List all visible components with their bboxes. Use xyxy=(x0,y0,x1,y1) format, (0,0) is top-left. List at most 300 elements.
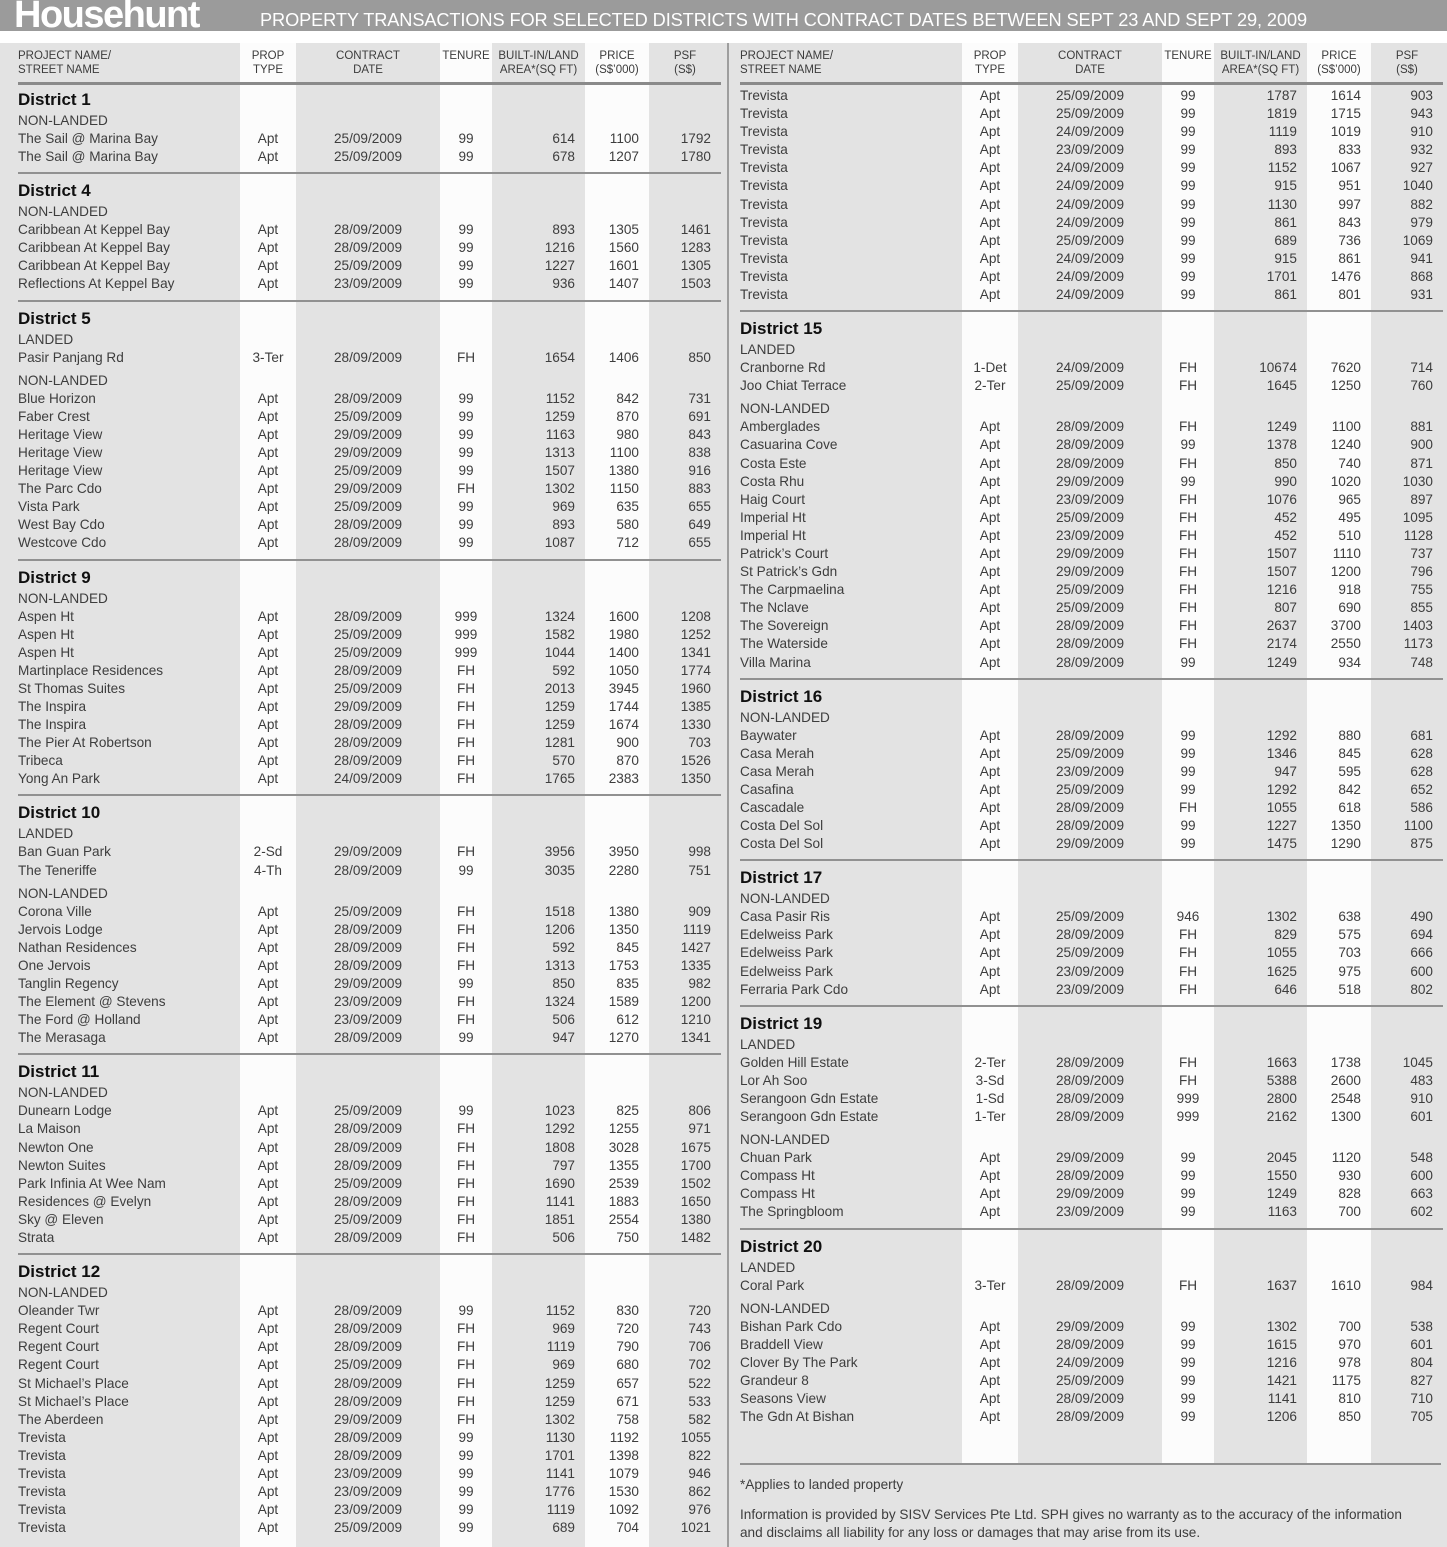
cell-price: 1207 xyxy=(608,149,639,165)
cell-project-name: Trevista xyxy=(740,160,788,176)
cell-project-name: Aspen Ht xyxy=(18,608,74,624)
cell-area: 1152 xyxy=(1267,160,1297,176)
cell-project-name: Newton One xyxy=(18,1139,94,1155)
cell-price: 1150 xyxy=(609,481,639,497)
transaction-row xyxy=(18,1356,721,1374)
cell-area: 592 xyxy=(552,939,575,955)
cell-tenure: FH xyxy=(1178,378,1198,394)
cell-prop-type: 2-Ter xyxy=(974,378,1006,394)
cell-contract-date: 23/09/2009 xyxy=(333,276,403,292)
cell-price: 750 xyxy=(616,1230,639,1246)
transaction-row xyxy=(740,817,1443,835)
cell-psf: 916 xyxy=(688,463,711,479)
transaction-row xyxy=(740,617,1443,635)
cell-price: 790 xyxy=(616,1339,639,1355)
cell-project-name: Costa Del Sol xyxy=(740,818,824,834)
cell-area: 915 xyxy=(1274,250,1297,266)
transaction-row xyxy=(18,221,721,239)
cell-price: 965 xyxy=(1338,491,1361,507)
cell-area: 1055 xyxy=(1266,945,1297,961)
cell-tenure: 946 xyxy=(1176,909,1200,925)
cell-prop-type: Apt xyxy=(979,564,1001,580)
cell-contract-date: 29/09/2009 xyxy=(333,426,403,442)
cell-contract-date: 25/09/2009 xyxy=(333,1103,403,1119)
property-group xyxy=(740,1259,1443,1295)
cell-tenure: FH xyxy=(456,1411,476,1427)
cell-contract-date: 23/09/2009 xyxy=(1055,1204,1125,1220)
cell-contract-date: 28/09/2009 xyxy=(333,939,403,955)
cell-project-name: The Merasaga xyxy=(18,1030,106,1046)
cell-contract-date: 23/09/2009 xyxy=(1055,763,1125,779)
transaction-row xyxy=(18,148,721,166)
transaction-row xyxy=(18,770,721,788)
cell-prop-type: Apt xyxy=(979,455,1001,471)
cell-prop-type: Apt xyxy=(979,582,1001,598)
cell-project-name: Heritage View xyxy=(18,444,103,460)
cell-area: 1507 xyxy=(1266,545,1297,561)
footnotes-block xyxy=(740,1463,1441,1547)
cell-psf: 1208 xyxy=(680,608,711,624)
cell-contract-date: 25/09/2009 xyxy=(333,644,403,660)
cell-price: 2548 xyxy=(1330,1090,1361,1106)
cell-price: 934 xyxy=(1338,654,1361,670)
cell-contract-date: 25/09/2009 xyxy=(333,1520,403,1536)
cell-prop-type: Apt xyxy=(979,1186,1001,1202)
cell-tenure: 99 xyxy=(458,1447,474,1463)
transaction-row xyxy=(18,408,721,426)
cell-prop-type: Apt xyxy=(257,1429,279,1445)
cell-price: 801 xyxy=(1338,287,1361,303)
transaction-row xyxy=(740,1372,1443,1390)
cell-prop-type: Apt xyxy=(979,1409,1001,1425)
transaction-row xyxy=(740,926,1443,944)
transaction-row xyxy=(18,1193,721,1211)
cell-contract-date: 25/09/2009 xyxy=(333,258,403,274)
group-label: LANDED xyxy=(18,331,74,347)
cell-contract-date: 28/09/2009 xyxy=(333,240,403,256)
cell-contract-date: 28/09/2009 xyxy=(1055,419,1125,435)
cell-prop-type: Apt xyxy=(979,178,1001,194)
cell-area: 1701 xyxy=(544,1447,575,1463)
cell-price: 2554 xyxy=(608,1211,639,1227)
cell-psf: 703 xyxy=(688,735,711,751)
cell-psf: 628 xyxy=(1410,745,1433,761)
cell-prop-type: Apt xyxy=(979,763,1001,779)
property-group xyxy=(18,885,721,1048)
cell-psf: 490 xyxy=(1410,909,1433,925)
transaction-row xyxy=(18,426,721,444)
cell-price: 830 xyxy=(616,1303,639,1319)
cell-project-name: Chuan Park xyxy=(740,1150,812,1166)
cell-prop-type: Apt xyxy=(257,939,279,955)
cell-price: 918 xyxy=(1338,582,1361,598)
cell-contract-date: 23/09/2009 xyxy=(1055,142,1125,158)
cell-psf: 601 xyxy=(1410,1336,1433,1352)
cell-contract-date: 24/09/2009 xyxy=(333,771,403,787)
cell-psf: 1675 xyxy=(680,1139,711,1155)
cell-psf: 731 xyxy=(688,390,711,406)
cell-project-name: Bishan Park Cdo xyxy=(740,1318,843,1334)
cell-contract-date: 28/09/2009 xyxy=(1055,1109,1125,1125)
cell-price: 880 xyxy=(1338,727,1361,743)
cell-contract-date: 28/09/2009 xyxy=(333,1030,403,1046)
cell-psf: 748 xyxy=(1410,654,1433,670)
cell-price: 1744 xyxy=(608,698,639,714)
cell-area: 2174 xyxy=(1266,636,1297,652)
cell-price: 843 xyxy=(1338,214,1361,230)
district-section xyxy=(18,87,721,166)
cell-area: 1130 xyxy=(545,1429,575,1445)
cell-price: 900 xyxy=(616,735,639,751)
cell-psf: 910 xyxy=(1410,124,1433,140)
cell-area: 1615 xyxy=(1266,1336,1297,1352)
cell-price: 1050 xyxy=(608,662,639,678)
cell-project-name: Costa Rhu xyxy=(740,473,805,489)
cell-tenure: FH xyxy=(456,1012,476,1028)
cell-tenure: 99 xyxy=(1180,437,1196,453)
cell-psf: 652 xyxy=(1410,781,1433,797)
transaction-row xyxy=(18,1229,721,1247)
cell-contract-date: 28/09/2009 xyxy=(1055,818,1125,834)
transaction-row xyxy=(18,534,721,552)
cell-area: 829 xyxy=(1274,927,1297,943)
cell-project-name: Trevista xyxy=(18,1465,66,1481)
cell-area: 1206 xyxy=(1266,1409,1297,1425)
header-project-name: PROJECT NAME/ STREET NAME xyxy=(740,50,834,76)
cell-psf: 903 xyxy=(1410,88,1433,103)
cell-project-name: Trevista xyxy=(18,1502,66,1518)
cell-tenure: FH xyxy=(1178,600,1198,616)
cell-price: 1240 xyxy=(1330,437,1361,453)
district-heading: District 1 xyxy=(18,90,91,109)
cell-area: 797 xyxy=(552,1157,575,1173)
cell-prop-type: Apt xyxy=(979,781,1001,797)
cell-price: 3945 xyxy=(608,680,639,696)
cell-project-name: The Sovereign xyxy=(740,618,829,634)
cell-contract-date: 24/09/2009 xyxy=(1055,124,1125,140)
cell-prop-type: Apt xyxy=(257,1357,279,1373)
transaction-row xyxy=(740,781,1443,799)
header-tenure: TENURE xyxy=(1164,50,1212,62)
cell-price: 657 xyxy=(616,1375,639,1391)
cell-project-name: Trevista xyxy=(740,178,788,194)
cell-area: 506 xyxy=(552,1012,575,1028)
cell-area: 1076 xyxy=(1266,491,1297,507)
group-label: LANDED xyxy=(740,1259,796,1275)
cell-area: 1216 xyxy=(544,240,575,256)
cell-area: 614 xyxy=(552,131,575,146)
cell-tenure: FH xyxy=(1178,455,1198,471)
cell-prop-type: Apt xyxy=(257,499,279,515)
cell-price: 1100 xyxy=(1331,419,1361,435)
cell-prop-type: Apt xyxy=(257,1139,279,1155)
transaction-row xyxy=(18,939,721,957)
cell-area: 3035 xyxy=(544,862,575,878)
cell-psf: 910 xyxy=(1410,1090,1433,1106)
cell-price: 1601 xyxy=(608,258,639,274)
transaction-row xyxy=(740,214,1443,232)
cell-project-name: The Nclave xyxy=(740,600,809,616)
cell-psf: 941 xyxy=(1410,250,1433,266)
cell-price: 3700 xyxy=(1330,618,1361,634)
cell-price: 635 xyxy=(616,499,639,515)
group-label: LANDED xyxy=(18,826,74,842)
cell-price: 510 xyxy=(1338,527,1361,543)
cell-psf: 1427 xyxy=(680,939,711,955)
cell-tenure: FH xyxy=(456,939,476,955)
cell-prop-type: 1-Ter xyxy=(974,1109,1006,1125)
cell-tenure: 99 xyxy=(458,517,474,533)
cell-price: 518 xyxy=(1338,981,1361,997)
cell-contract-date: 29/09/2009 xyxy=(333,444,403,460)
cell-area: 1249 xyxy=(1266,654,1297,670)
group-label: NON-LANDED xyxy=(18,885,108,901)
cell-project-name: Newton Suites xyxy=(18,1157,106,1173)
cell-area: 1507 xyxy=(544,463,575,479)
cell-tenure: 99 xyxy=(458,1502,474,1518)
cell-contract-date: 28/09/2009 xyxy=(333,1321,403,1337)
masthead-bar xyxy=(0,0,1447,36)
transaction-row xyxy=(18,1011,721,1029)
cell-project-name: Trevista xyxy=(740,214,788,230)
cell-tenure: FH xyxy=(1178,491,1198,507)
cell-area: 969 xyxy=(552,1357,575,1373)
transaction-row xyxy=(740,1185,1443,1203)
cell-prop-type: Apt xyxy=(257,390,279,406)
cell-psf: 1030 xyxy=(1402,473,1433,489)
cell-contract-date: 28/09/2009 xyxy=(333,662,403,678)
cell-area: 2800 xyxy=(1266,1090,1297,1106)
cell-price: 1398 xyxy=(608,1447,639,1463)
cell-area: 1475 xyxy=(1266,836,1297,852)
transaction-row xyxy=(18,993,721,1011)
cell-project-name: Casuarina Cove xyxy=(740,437,838,453)
cell-psf: 582 xyxy=(688,1411,711,1427)
cell-prop-type: 2-Ter xyxy=(974,1054,1006,1070)
cell-prop-type: Apt xyxy=(257,1339,279,1355)
cell-tenure: 99 xyxy=(1180,745,1196,761)
cell-project-name: Regent Court xyxy=(18,1321,99,1337)
cell-price: 845 xyxy=(1338,745,1361,761)
cell-price: 951 xyxy=(1338,178,1361,194)
cell-area: 592 xyxy=(552,662,575,678)
header-prop-type: PROP TYPE xyxy=(973,50,1007,76)
transaction-row xyxy=(18,349,721,367)
cell-area: 506 xyxy=(552,1230,575,1246)
cell-price: 1200 xyxy=(1330,564,1361,580)
cell-project-name: Ferraria Park Cdo xyxy=(740,981,849,997)
transaction-row xyxy=(18,498,721,516)
property-group xyxy=(18,590,721,789)
cell-price: 810 xyxy=(1338,1390,1361,1406)
cell-project-name: Strata xyxy=(18,1230,55,1246)
cell-prop-type: Apt xyxy=(257,753,279,769)
cell-psf: 1021 xyxy=(680,1520,711,1536)
cell-prop-type: Apt xyxy=(979,745,1001,761)
cell-tenure: 999 xyxy=(454,644,478,660)
cell-project-name: Trevista xyxy=(740,196,788,212)
cell-area: 689 xyxy=(1274,232,1297,248)
cell-tenure: 999 xyxy=(1176,1090,1200,1106)
group-label: NON-LANDED xyxy=(740,401,830,417)
cell-area: 1302 xyxy=(1266,1318,1297,1334)
cell-psf: 681 xyxy=(1410,727,1433,743)
cell-contract-date: 28/09/2009 xyxy=(333,1447,403,1463)
cell-project-name: Golden Hill Estate xyxy=(740,1054,849,1070)
cell-price: 700 xyxy=(1338,1204,1361,1220)
district-section xyxy=(740,1228,1443,1427)
cell-psf: 827 xyxy=(1410,1372,1433,1388)
cell-tenure: FH xyxy=(1178,1277,1198,1293)
cell-prop-type: 4-Th xyxy=(254,862,282,878)
table-column-left xyxy=(0,43,727,1547)
cell-contract-date: 23/09/2009 xyxy=(1055,491,1125,507)
cell-contract-date: 28/09/2009 xyxy=(1055,1072,1125,1088)
transaction-row xyxy=(18,1519,721,1537)
cell-contract-date: 25/09/2009 xyxy=(1055,600,1125,616)
cell-area: 969 xyxy=(552,499,575,515)
cell-psf: 982 xyxy=(688,976,711,991)
cell-contract-date: 25/09/2009 xyxy=(333,463,403,479)
cell-area: 990 xyxy=(1274,473,1297,489)
cell-tenure: FH xyxy=(456,1121,476,1137)
cell-project-name: The Pier At Robertson xyxy=(18,735,152,751)
transaction-row xyxy=(18,975,721,993)
cell-tenure: 99 xyxy=(458,426,474,442)
cell-price: 2280 xyxy=(608,862,639,878)
cell-psf: 691 xyxy=(688,408,711,424)
cell-contract-date: 28/09/2009 xyxy=(1055,1390,1125,1406)
cell-tenure: 99 xyxy=(1180,1409,1196,1425)
transaction-row xyxy=(18,698,721,716)
cell-area: 969 xyxy=(552,1321,575,1337)
transaction-row xyxy=(740,1054,1443,1072)
cell-price: 1100 xyxy=(609,131,639,146)
cell-area: 893 xyxy=(552,517,575,533)
transaction-row xyxy=(740,1090,1443,1108)
cell-psf: 871 xyxy=(1410,455,1433,471)
cell-tenure: 99 xyxy=(458,131,474,146)
cell-psf: 710 xyxy=(1410,1390,1433,1406)
cell-prop-type: Apt xyxy=(257,1030,279,1046)
cell-tenure: 99 xyxy=(1180,1204,1196,1220)
district-section xyxy=(18,172,721,293)
cell-project-name: Martinplace Residences xyxy=(18,662,164,678)
cell-psf: 1403 xyxy=(1402,618,1433,634)
cell-project-name: Caribbean At Keppel Bay xyxy=(18,258,170,274)
cell-area: 1227 xyxy=(544,258,575,274)
cell-price: 612 xyxy=(616,1012,639,1028)
transaction-row xyxy=(18,1157,721,1175)
cell-tenure: 99 xyxy=(1180,268,1196,284)
cell-tenure: 99 xyxy=(458,862,474,878)
cell-tenure: FH xyxy=(1178,636,1198,652)
cell-prop-type: Apt xyxy=(979,473,1001,489)
cell-tenure: FH xyxy=(1178,509,1198,525)
cell-area: 1259 xyxy=(544,717,575,733)
cell-psf: 538 xyxy=(1410,1318,1433,1334)
cell-prop-type: Apt xyxy=(257,1502,279,1518)
cell-psf: 628 xyxy=(1410,763,1433,779)
cell-area: 893 xyxy=(1274,142,1297,158)
district-section xyxy=(740,1005,1443,1222)
cell-psf: 932 xyxy=(1410,142,1433,158)
cell-project-name: Coral Park xyxy=(740,1277,805,1293)
cell-prop-type: Apt xyxy=(257,1012,279,1028)
cell-contract-date: 29/09/2009 xyxy=(1055,545,1125,561)
cell-tenure: 999 xyxy=(454,608,478,624)
cell-contract-date: 25/09/2009 xyxy=(333,626,403,642)
cell-psf: 1095 xyxy=(1402,509,1433,525)
cell-project-name: Trevista xyxy=(740,124,788,140)
transaction-row xyxy=(740,1277,1443,1295)
header-contract-date: CONTRACT DATE xyxy=(1058,50,1122,76)
cell-tenure: FH xyxy=(456,1157,476,1173)
cell-area: 1216 xyxy=(1266,582,1297,598)
transaction-row xyxy=(740,123,1443,141)
property-group xyxy=(18,372,721,553)
cell-prop-type: Apt xyxy=(979,1354,1001,1370)
cell-project-name: Imperial Ht xyxy=(740,509,806,525)
property-group xyxy=(740,1131,1443,1221)
cell-prop-type: Apt xyxy=(257,1103,279,1119)
cell-psf: 666 xyxy=(1410,945,1433,961)
cell-tenure: 99 xyxy=(1180,818,1196,834)
cell-project-name: Amberglades xyxy=(740,419,821,435)
cell-price: 835 xyxy=(616,976,639,991)
cell-psf: 483 xyxy=(1410,1072,1433,1088)
district-heading: District 15 xyxy=(740,319,823,339)
cell-project-name: One Jervois xyxy=(18,957,91,973)
cell-project-name: Compass Ht xyxy=(740,1186,815,1202)
cell-prop-type: Apt xyxy=(979,909,1001,925)
cell-psf: 1650 xyxy=(680,1193,711,1209)
cell-area: 1227 xyxy=(1266,818,1297,834)
cell-area: 646 xyxy=(1274,981,1297,997)
header-area: BUILT-IN/LAND AREA*(SQ FT) xyxy=(498,50,579,76)
cell-project-name: The Teneriffe xyxy=(18,862,97,878)
cell-psf: 760 xyxy=(1410,378,1433,394)
cell-tenure: 99 xyxy=(458,444,474,460)
cell-psf: 1700 xyxy=(680,1157,711,1173)
transaction-row xyxy=(740,473,1443,491)
cell-area: 1690 xyxy=(544,1175,575,1191)
cell-area: 1044 xyxy=(544,644,575,660)
cell-contract-date: 28/09/2009 xyxy=(333,1230,403,1246)
cell-contract-date: 29/09/2009 xyxy=(1055,564,1125,580)
cell-price: 712 xyxy=(616,535,639,551)
cell-project-name: Caribbean At Keppel Bay xyxy=(18,222,170,238)
group-label: NON-LANDED xyxy=(740,1300,830,1316)
table-header-row xyxy=(18,43,721,85)
cell-tenure: FH xyxy=(1178,618,1198,634)
cell-contract-date: 29/09/2009 xyxy=(1055,836,1125,852)
cell-price: 2539 xyxy=(608,1175,639,1191)
cell-psf: 1173 xyxy=(1403,636,1433,652)
cell-price: 1350 xyxy=(1330,818,1361,834)
cell-prop-type: Apt xyxy=(979,1372,1001,1388)
cell-tenure: FH xyxy=(1178,360,1198,376)
cell-project-name: Casa Merah xyxy=(740,745,815,761)
cell-prop-type: Apt xyxy=(257,258,279,274)
cell-psf: 1100 xyxy=(1403,818,1433,834)
cell-prop-type: Apt xyxy=(979,1336,1001,1352)
cell-project-name: Casa Merah xyxy=(740,763,815,779)
cell-area: 1582 xyxy=(544,626,575,642)
cell-contract-date: 25/09/2009 xyxy=(333,903,403,919)
cell-price: 758 xyxy=(616,1411,639,1427)
cell-area: 1701 xyxy=(1266,268,1297,284)
